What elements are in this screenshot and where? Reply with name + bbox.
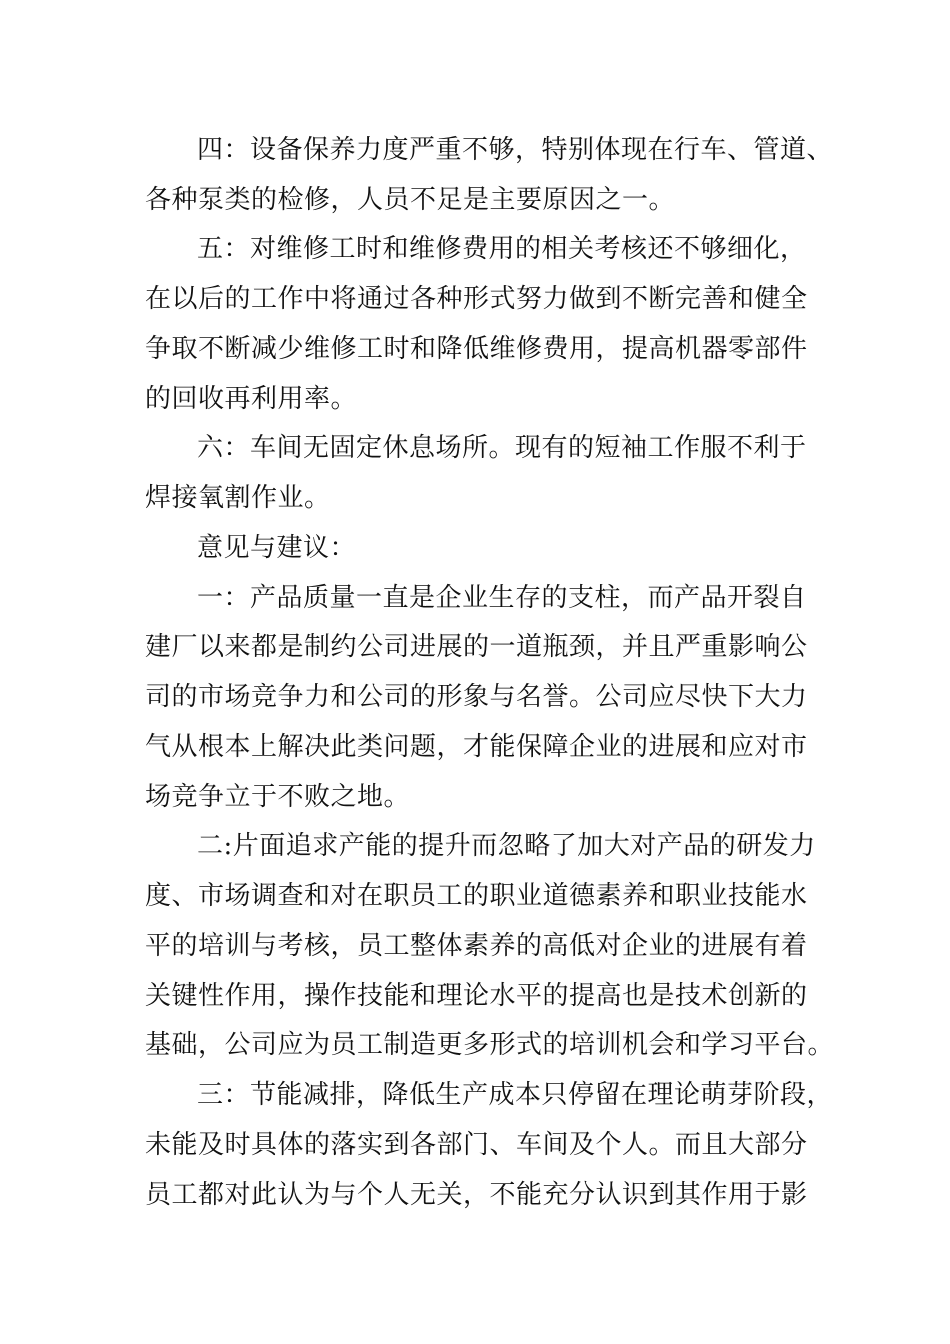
text-line: 四：设备保养力度严重不够，特别体现在行车、管道、	[197, 135, 834, 165]
text-line: 在以后的工作中将通过各种形式努力做到不断完善和健全	[145, 284, 808, 314]
text-line: 焊接氧割作业。	[145, 483, 331, 513]
text-line: 六：车间无固定休息场所。现有的短袖工作服不利于	[197, 433, 807, 463]
text-line: 未能及时具体的落实到各部门、车间及个人。而且大部分	[145, 1130, 808, 1160]
text-line: 员工都对此认为与个人无关，不能充分认识到其作用于影	[145, 1180, 808, 1210]
text-line: 建厂以来都是制约公司进展的一道瓶颈，并且严重影响公	[145, 632, 808, 662]
text-line: 平的培训与考核，员工整体素养的高低对企业的进展有着	[145, 931, 808, 961]
text-line: 度、市场调查和对在职员工的职业道德素养和职业技能水	[145, 881, 808, 911]
text-line: 场竞争立于不败之地。	[145, 782, 411, 812]
text-line: 司的市场竞争力和公司的形象与名誉。公司应尽快下大力	[145, 682, 808, 712]
text-line: 各种泵类的检修，人员不足是主要原因之一。	[145, 185, 676, 215]
text-line: 二:片面追求产能的提升而忽略了加大对产品的研发力	[197, 831, 816, 861]
text-line: 基础，公司应为员工制造更多形式的培训机会和学习平台。	[145, 1030, 835, 1060]
text-line: 争取不断减少维修工时和降低维修费用，提高机器零部件	[145, 334, 808, 364]
text-line: 三：节能减排，降低生产成本只停留在理论萌芽阶段，	[197, 1080, 834, 1110]
section-heading: 意见与建议：	[197, 533, 357, 563]
text-line: 一：产品质量一直是企业生存的支柱，而产品开裂自	[197, 583, 807, 613]
text-line: 气从根本上解决此类问题，才能保障企业的进展和应对市	[145, 732, 808, 762]
text-line: 关键性作用，操作技能和理论水平的提高也是技术创新的	[145, 981, 808, 1011]
text-line: 的回收再利用率。	[145, 384, 358, 414]
text-line: 五：对维修工时和维修费用的相关考核还不够细化，	[197, 234, 807, 264]
